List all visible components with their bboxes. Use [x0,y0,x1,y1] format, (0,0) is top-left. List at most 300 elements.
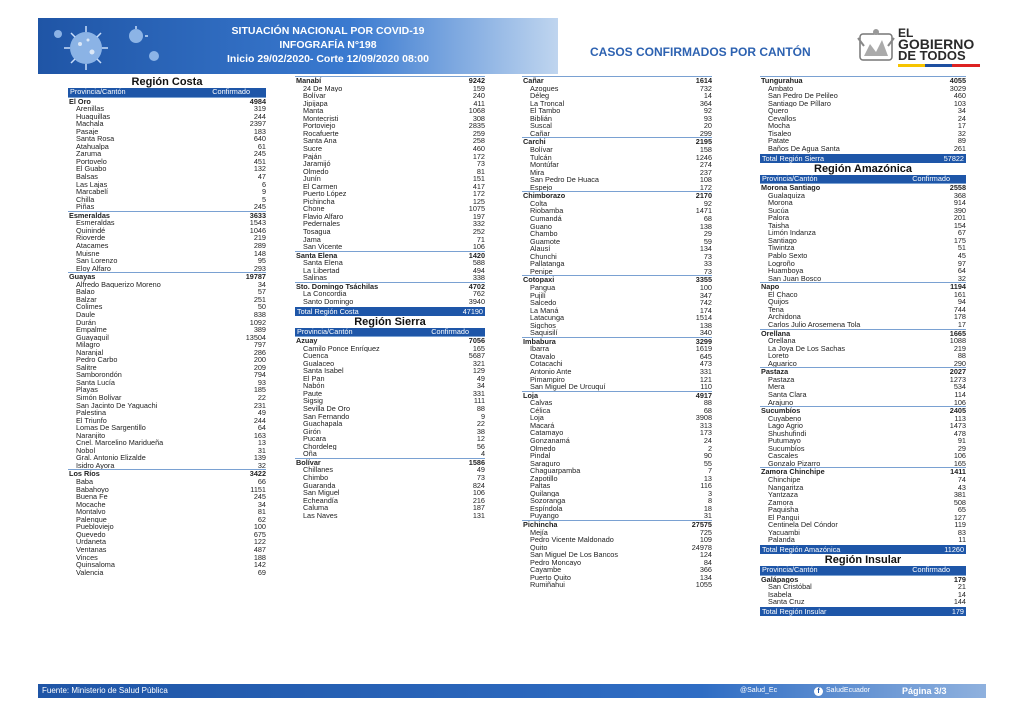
canton-row [68,120,266,128]
place-name: Santa Lucía [76,378,115,387]
canton-row [522,200,712,208]
confirmed-count: 4917 [695,390,712,400]
place-name: Yacuambi [768,528,800,537]
confirmed-count: 460 [953,92,966,100]
place-name: Macará [530,421,555,430]
canton-row [295,228,485,236]
place-name: Santiago De Píllaro [768,99,831,108]
confirmed-count: 824 [472,481,485,490]
place-name: Santa Isabel [303,367,344,375]
place-name: Muisne [76,249,100,258]
canton-row [522,490,712,498]
province-row [760,329,966,338]
column-header-name: Provincia/Cantón [762,566,818,574]
place-name: Total Región Insular [762,606,827,616]
confirmed-count: 245 [253,203,266,211]
canton-row [522,92,712,100]
canton-row [68,188,266,196]
canton-row [760,391,966,399]
column-costa-sierra [295,76,485,519]
canton-row [522,512,712,520]
confirmed-count: 331 [699,368,712,376]
province-row [760,467,966,476]
place-name: Pedro Moncayo [530,558,582,567]
confirmed-count: 49 [476,374,485,383]
confirmed-count: 338 [472,274,485,282]
canton-row [522,368,712,376]
canton-row [522,353,712,361]
province-row [522,275,712,284]
canton-row [68,439,266,447]
confirmed-count: 237 [699,168,712,177]
place-name: Vinces [76,553,98,562]
canton-row [522,130,712,138]
confirmed-count: 5687 [468,352,485,360]
confirmed-count: 38 [476,427,485,436]
confirmed-count: 1473 [949,422,966,430]
confirmed-count: 33 [703,260,712,268]
confirmed-count: 114 [954,390,966,399]
canton-row [68,569,266,577]
canton-row [295,435,485,443]
canton-row [522,482,712,490]
confirmed-count: 21 [957,583,966,591]
canton-row [68,319,266,327]
canton-row [68,143,266,151]
confirmed-count: 478 [953,429,966,438]
confirmed-count: 69 [257,568,266,577]
place-name: Cañar [523,76,544,85]
canton-row [295,198,485,206]
canton-row [760,521,966,529]
confirmed-count: 27575 [691,520,712,529]
confirmed-count: 187 [472,504,485,512]
canton-row [68,105,266,113]
canton-row [760,514,966,522]
confirmed-count: 364 [699,99,712,108]
place-name: Sigchos [530,321,556,330]
canton-row [760,145,966,153]
place-name: Cañar [530,129,550,138]
place-name: San Pedro De Huaca [530,176,599,184]
place-name: Pedro Carbo [76,356,118,364]
place-name: Pasaje [76,127,99,136]
canton-row [68,501,266,509]
canton-row [522,107,712,115]
canton-row [295,474,485,482]
confirmed-count: 14 [703,92,712,100]
confirmed-count: 24 [957,114,966,123]
confirmed-count: 366 [699,566,712,574]
place-name: Sucumbíos [768,444,805,453]
canton-row [760,337,966,345]
place-name: Cumandá [530,214,562,223]
canton-row [68,531,266,539]
place-name: Loja [530,414,544,422]
confirmed-count: 347 [699,291,712,300]
place-name: Chilla [76,195,95,204]
canton-row [295,107,485,115]
table-header-row [295,328,485,337]
place-name: Esmeraldas [76,219,115,227]
canton-row [68,281,266,289]
place-name: Las Lajas [76,180,108,189]
canton-row [760,536,966,544]
confirmed-count: 8 [707,497,712,505]
confirmed-count: 68 [703,214,712,223]
confirmed-count: 1665 [949,328,966,338]
province-row [295,76,485,85]
header-blue-panel [38,18,558,74]
canton-row [522,238,712,246]
place-name: Penipe [530,267,553,276]
confirmed-count: 92 [703,107,712,115]
place-name: Baba [76,478,94,486]
confirmed-count: 3299 [695,336,712,346]
place-name: San Miguel De Urcuquí [530,383,606,391]
canton-row [68,371,266,379]
place-name: Otavalo [530,352,556,361]
confirmed-count: 172 [472,190,485,198]
place-name: Pedro Vicente Maldonado [530,536,614,544]
canton-row [68,288,266,296]
confirmed-count: 588 [472,259,485,267]
canton-row [295,420,485,428]
canton-row [295,345,485,353]
canton-row [522,422,712,430]
confirmed-count: 3940 [468,298,485,306]
canton-row [760,100,966,108]
province-row [68,469,266,478]
canton-row [522,161,712,169]
province-row [760,183,966,192]
canton-row [760,437,966,445]
canton-row [760,137,966,145]
canton-row [760,598,966,606]
confirmed-count: 252 [472,227,485,236]
confirmed-count: 51 [957,244,966,252]
canton-row [522,284,712,292]
canton-row [295,489,485,497]
province-row [522,137,712,146]
confirmed-count: 32 [957,129,966,138]
confirmed-count: 4055 [949,76,966,85]
confirmed-count: 71 [476,235,485,244]
place-name: Orellana [768,337,796,345]
place-name: Guachapala [303,420,343,428]
canton-row [760,591,966,599]
confirmed-count: 1586 [468,457,485,467]
canton-row [760,452,966,460]
confirmed-count: 47 [257,173,266,181]
canton-row [522,154,712,162]
place-name: Durán [76,318,96,327]
column-header-value: Confirmado [912,566,950,574]
canton-row [295,130,485,138]
confirmed-count: 299 [699,129,712,138]
province-row [760,76,966,85]
canton-row [522,146,712,154]
canton-row [760,244,966,252]
confirmed-count: 13504 [245,333,266,342]
place-name: Puyango [530,512,559,520]
place-name: Quito [530,543,548,552]
confirmed-count: 65 [957,506,966,514]
place-name: Biblián [530,114,552,123]
confirmed-count: 100 [253,523,266,531]
place-name: Montúfar [530,161,559,169]
place-name: Palenque [76,515,107,524]
confirmed-count: 797 [253,341,266,349]
place-name: Quilanga [530,489,560,498]
place-name: San Cristóbal [768,583,812,591]
logo-line-2: GOBIERNO [898,36,975,52]
place-name: Atacames [76,241,109,250]
place-name: Santiago [768,236,797,245]
place-name: El Tambo [530,107,561,115]
place-name: Archidona [768,313,801,321]
place-name: Total Región Sierra [762,153,825,163]
province-row [522,191,712,200]
place-name: Chinchipe [768,476,801,484]
place-name: Salinas [303,274,327,282]
canton-row [295,145,485,153]
confirmed-count: 216 [472,496,485,505]
confirmed-count: 640 [253,135,266,143]
confirmed-count: 1046 [249,226,266,235]
place-name: Ambato [768,84,794,93]
canton-row [68,478,266,486]
place-name: Imbabura [523,336,556,346]
confirmed-count: 1092 [249,318,266,327]
canton-row [760,214,966,222]
place-name: Chillanes [303,466,334,474]
place-name: Latacunga [530,314,565,322]
canton-row [760,260,966,268]
canton-row [522,184,712,192]
canton-row [295,443,485,451]
canton-row [295,413,485,421]
confirmed-count: 7 [707,467,712,475]
canton-row [68,561,266,569]
confirmed-count: 308 [472,114,485,123]
place-name: Chambo [530,230,558,238]
place-name: Olmedo [303,167,329,176]
confirmed-count: 74 [957,476,966,484]
confirmed-count: 914 [953,199,966,207]
confirmed-count: 675 [253,530,266,539]
header-line-3: Inicio 29/02/2020- Corte 12/09/2020 08:00 [227,53,429,65]
canton-row [760,252,966,260]
canton-row [760,291,966,299]
canton-row [522,345,712,353]
canton-row [68,196,266,204]
place-name: Gonzalo Pizarro [768,459,821,468]
province-row [68,97,266,106]
confirmed-count: 73 [476,160,485,168]
confirmed-count: 11260 [944,545,964,554]
place-name: Palora [768,214,790,222]
canton-row [68,234,266,242]
logo-line-3: DE TODOS [898,48,966,63]
place-name: Azogues [530,84,559,93]
canton-row [760,499,966,507]
canton-row [68,364,266,372]
confirmed-count: 1543 [249,219,266,227]
confirmed-count: 49 [257,409,266,417]
confirmed-count: 57822 [943,153,964,163]
confirmed-count: 390 [953,206,966,215]
confirmed-count: 165 [472,344,485,353]
place-name: Orellana [761,328,791,338]
place-name: Gral. Antonio Elizalde [76,454,146,462]
canton-row [760,192,966,200]
canton-row [760,484,966,492]
place-name: Salcedo [530,299,557,307]
confirmed-count: 34 [476,382,485,390]
confirmed-count: 66 [257,478,266,486]
place-name: Yantzaza [768,491,798,499]
canton-row [68,203,266,211]
confirmed-count: 3633 [249,210,266,220]
confirmed-count: 106 [472,489,485,497]
canton-row [68,326,266,334]
confirmed-count: 61 [257,142,266,151]
place-name: Sevilla De Oro [303,405,351,413]
confirmed-count: 29 [703,230,712,238]
confirmed-count: 13 [257,439,266,447]
place-name: Huaquillas [76,112,111,121]
confirmed-count: 1246 [695,153,712,162]
canton-row [295,512,485,520]
canton-row [295,267,485,275]
place-name: Caluma [303,504,329,512]
canton-row [522,322,712,330]
canton-row [760,85,966,93]
confirmed-count: 3355 [695,275,712,284]
header-line-2: INFOGRAFÍA N°198 [279,39,377,51]
region-title: Región Insular [824,554,902,566]
canton-row [68,135,266,143]
canton-row [760,321,966,329]
place-name: Santa Elena [296,250,338,260]
confirmed-count: 381 [953,491,966,499]
confirmed-count: 251 [253,295,266,304]
confirmed-count: 451 [253,157,266,166]
confirmed-count: 73 [703,252,712,261]
place-name: Pangua [530,283,556,292]
confirmed-count: 111 [473,397,485,406]
place-name: Empalme [76,326,107,334]
confirmed-count: 331 [472,389,485,398]
confirmed-count: 131 [472,511,485,520]
place-name: Chunchi [530,252,557,261]
region-title: Región Amazónica [814,162,912,175]
place-name: Valencia [76,568,104,577]
place-name: Sigsig [303,397,323,406]
confirmed-count: 1194 [950,282,966,291]
canton-row [522,445,712,453]
province-row [760,406,966,415]
province-row [760,282,966,291]
place-name: Nabón [303,382,325,390]
confirmed-count: 14 [957,590,966,599]
canton-row [522,529,712,537]
confirmed-count: 172 [472,152,485,161]
canton-row [295,360,485,368]
column-header-name: Provincia/Cantón [70,88,126,96]
confirmed-count: 725 [699,528,712,537]
canton-row [68,257,266,265]
canton-row [295,375,485,383]
canton-row [522,551,712,559]
canton-row [522,268,712,276]
column-header-value: Confirmado [912,174,950,183]
canton-row [295,504,485,512]
place-name: Célica [530,406,551,415]
confirmed-count: 95 [257,257,266,265]
confirmed-count: 127 [953,513,966,522]
place-name: Naranjito [76,431,106,440]
place-name: Quijos [768,298,789,306]
canton-row [295,183,485,191]
place-name: Rocafuerte [303,129,339,138]
confirmed-count: 3029 [949,84,966,93]
confirmed-count: 144 [953,598,966,606]
place-name: Puebloviejo [76,523,114,531]
place-name: Mira [530,168,545,177]
canton-row [760,130,966,138]
facebook-icon: f [814,687,823,696]
confirmed-count: 22 [257,393,266,402]
canton-row [295,115,485,123]
confirmed-count: 762 [472,290,485,298]
confirmed-count: 159 [472,84,485,93]
canton-row [522,207,712,215]
canton-row [295,290,485,298]
place-name: Quevedo [76,530,106,539]
confirmed-count: 245 [253,150,266,158]
region-total-row [760,154,966,163]
place-name: Bolívar [296,457,321,467]
place-name: Cascales [768,452,799,460]
place-name: Oña [303,450,317,458]
canton-row [68,386,266,394]
place-name: Playas [76,386,98,394]
place-name: Palestina [76,409,107,417]
place-name: Sucumbíos [761,406,801,415]
canton-row [68,447,266,455]
place-name: Jipijapa [303,99,328,108]
confirmed-count: 134 [699,245,712,253]
table-header-row [68,88,266,97]
canton-row [295,190,485,198]
canton-row [522,376,712,384]
place-name: El Pangui [768,513,800,522]
place-name: Nobol [76,446,96,455]
place-name: Pucara [303,435,327,443]
place-name: Puerto Quito [530,573,571,582]
canton-row [295,92,485,100]
confirmed-count: 56 [476,442,485,451]
confirmed-count: 2558 [949,183,966,192]
place-name: Pablo Sexto [768,251,808,260]
column-header-name: Provincia/Cantón [297,327,353,336]
place-name: Balao [76,288,95,296]
confirmed-count: 64 [957,267,966,275]
canton-row [68,341,266,349]
confirmed-count: 389 [253,326,266,334]
